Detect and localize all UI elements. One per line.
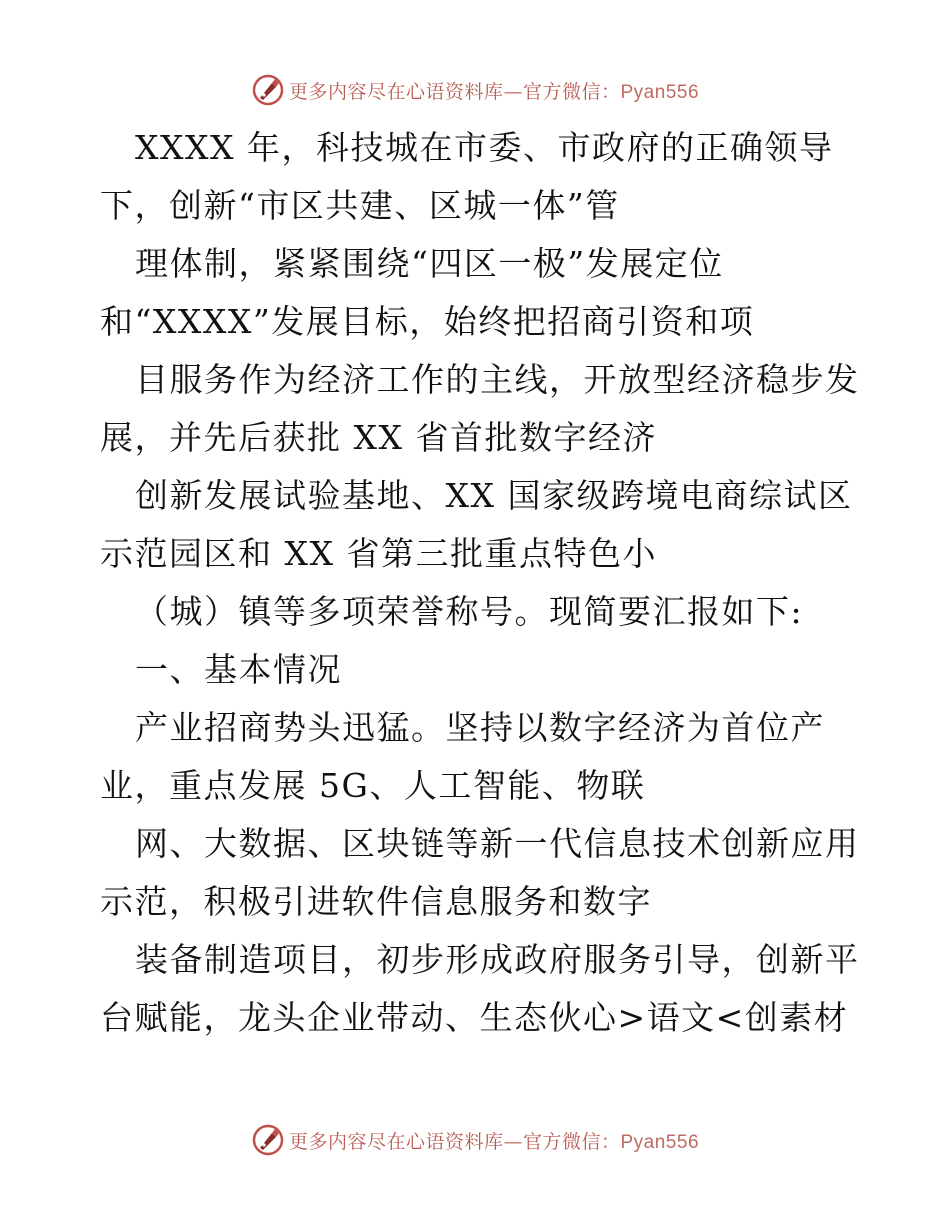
body-line: 网、大数据、区块链等新一代信息技术创新应用 (135, 824, 860, 863)
banner-main-text: 更多内容尽在心语资料库 (288, 80, 504, 103)
banner-separator: — (503, 80, 523, 103)
banner-contact-label: 官方微信： (522, 1130, 621, 1153)
banner-handle: Pyan556 (620, 1131, 700, 1153)
banner-handle: Pyan556 (620, 81, 700, 103)
body-line: 展，并先后获批 XX 省首批数字经济 (100, 418, 657, 457)
body-line: 创新发展试验基地、XX 国家级跨境电商综试区 (135, 476, 853, 515)
body-line: 下，创新“市区共建、区城一体”管 (100, 186, 620, 225)
pen-nib-circle-icon (251, 1123, 285, 1157)
body-line: 装备制造项目，初步形成政府服务引导，创新平 (135, 940, 860, 979)
body-line: （城）镇等多项荣誉称号。现简要汇报如下: (135, 592, 804, 631)
banner-text (289, 1127, 699, 1154)
banner-separator: — (503, 1130, 523, 1153)
body-line: 示范园区和 XX 省第三批重点特色小 (100, 534, 657, 573)
body-line: 产业招商势头迅猛。坚持以数字经济为首位产 (135, 708, 825, 747)
section-heading: 一、基本情况 (135, 650, 342, 689)
body-line: 业，重点发展 5G、人工智能、物联 (100, 766, 646, 805)
banner-main-text: 更多内容尽在心语资料库 (288, 1130, 504, 1153)
banner-contact-label: 官方微信： (522, 80, 621, 103)
body-line: XXXX 年，科技城在市委、市政府的正确领导 (135, 128, 834, 167)
body-line: 理体制，紧紧围绕“四区一极”发展定位 (135, 244, 724, 283)
body-line: 和“XXXX”发展目标，始终把招商引资和项 (100, 302, 755, 341)
body-line: 示范，积极引进软件信息服务和数字 (100, 882, 652, 921)
body-line: 目服务作为经济工作的主线，开放型经济稳步发 (135, 360, 860, 399)
body-line: 台赋能，龙头企业带动、生态伙心>语文<创素材 (100, 998, 849, 1037)
footer-banner (0, 1120, 950, 1160)
